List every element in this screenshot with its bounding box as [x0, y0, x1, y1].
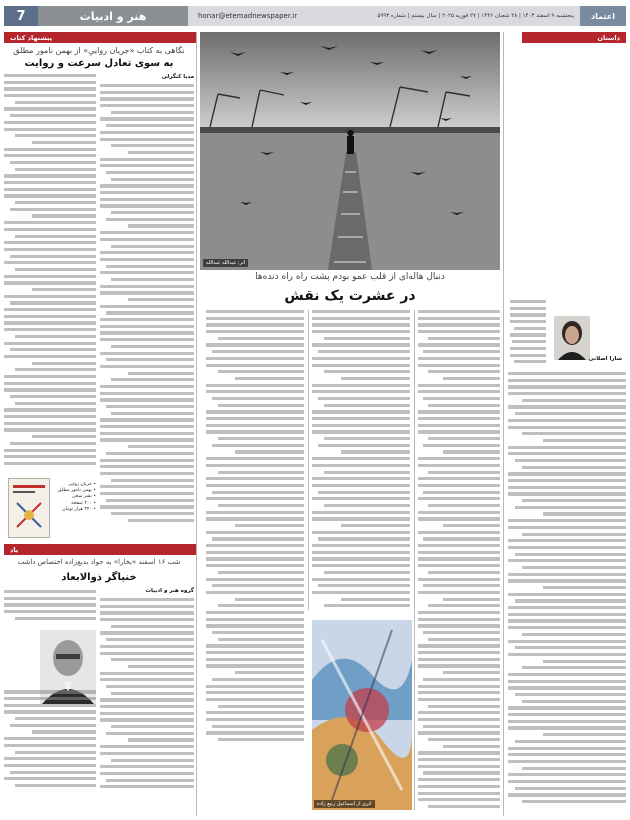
book-review-headline: به سوی تعادل سرعت و روایت	[24, 58, 174, 69]
book-info-publisher: • نشر سخن	[72, 494, 96, 500]
column-divider	[414, 310, 415, 810]
book-info	[52, 482, 96, 538]
main-text-col-1	[418, 310, 500, 810]
book-info-pages: • ۳۰۰ صفحه	[71, 500, 96, 506]
memorial-byline: گروه هنر و ادبیات	[145, 588, 194, 594]
painting-caption: اثری از اسماعیل ربیع زاده	[314, 800, 375, 808]
book-cover[interactable]	[8, 478, 50, 538]
main-photo[interactable]	[200, 32, 500, 270]
column-divider	[308, 310, 309, 610]
pier-seagulls-photo	[200, 32, 500, 270]
memorial-kicker: شب ۱۶ اسفند «بخارا» به جواد بدیع‌زاده اختصاص داشت	[17, 558, 181, 566]
page-number: 7	[4, 6, 38, 26]
page-header	[4, 6, 626, 26]
photo-caption: اثر: عبدالله عبدالله	[203, 259, 248, 267]
main-headline: در عشرت یک نقش	[284, 288, 416, 304]
main-text-col-3	[206, 310, 304, 750]
column-divider	[503, 32, 504, 816]
newspaper-logo: اعتماد	[580, 6, 626, 26]
book-info-author: • بهمن نامور مطلق	[58, 488, 96, 494]
book-review-kicker: نگاهی به کتاب «جریان رواییِ» از بهمن نامور مطلق	[13, 46, 185, 55]
abstract-painting	[312, 620, 412, 810]
book-cover-icon	[9, 479, 49, 537]
column-divider	[196, 32, 197, 816]
book-text-col-1	[4, 74, 96, 474]
main-text-col-2	[312, 310, 410, 615]
book-text-col-2	[100, 84, 194, 544]
book-review-tag: پیشنهاد کتاب	[4, 32, 196, 43]
section-title: هنر و ادبیات	[38, 6, 188, 26]
author-photo	[554, 316, 590, 360]
story-author: سارا اصلانی	[588, 356, 622, 362]
contact-email[interactable]: honar@etemadnewspaper.ir	[198, 12, 298, 20]
painting-image[interactable]	[312, 620, 412, 810]
memorial-tag: یاد	[4, 544, 196, 555]
story-tag: داستان	[522, 32, 626, 43]
memorial-headline: خنیاگر ذوالابعاد	[61, 572, 137, 583]
right-intro-text	[510, 300, 546, 370]
book-info-price: • ۳۴۰ هزار تومان	[62, 506, 96, 512]
main-kicker: دنبال هاله‌ای از قلب عمو بودم پشت راه راه دنده‌ها	[255, 272, 445, 282]
book-info-title: • جریان روایی	[68, 482, 96, 487]
memorial-text-col-2	[100, 598, 194, 812]
memorial-text-col-1	[4, 590, 96, 812]
portrait-icon	[554, 316, 590, 360]
right-column-text	[508, 372, 626, 812]
issue-date: پنجشنبه ۹ اسفند ۱۴۰۳ | ۲۸ شعبان ۱۴۴۶ | ۲۷ فوریه ۲۰۲۵ | سال بیستم | شماره ۵۹۹۳	[377, 13, 574, 19]
book-review-byline: مدیا کنگرلی	[161, 74, 194, 80]
